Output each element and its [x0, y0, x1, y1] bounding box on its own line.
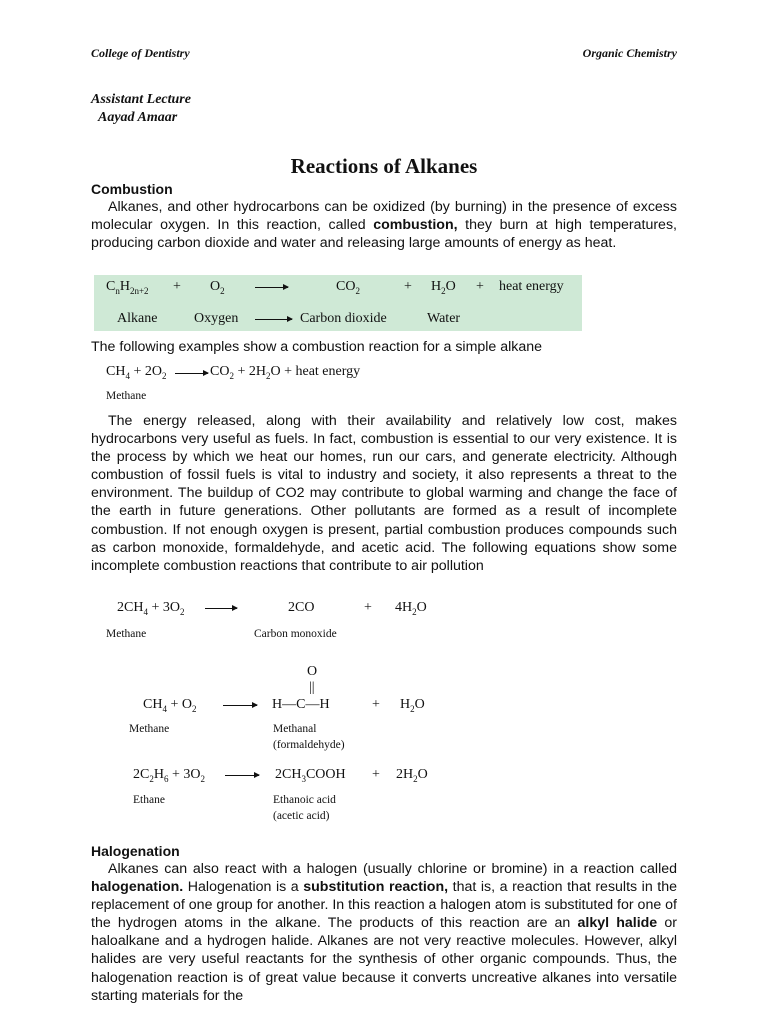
incomplete-1-product-label: Carbon monoxide	[254, 628, 337, 640]
general-reaction-arrow	[255, 287, 288, 288]
label-alkane: Alkane	[117, 311, 158, 326]
general-plus-1: +	[173, 279, 181, 294]
page-title: Reactions of Alkanes	[290, 154, 478, 178]
general-plus-3: +	[476, 279, 484, 294]
incomplete-3-reactant-label: Ethane	[133, 794, 165, 806]
section-heading-halogenation: Halogenation	[91, 843, 180, 859]
incomplete-2-product-label-2: (formaldehyde)	[273, 739, 345, 751]
incomplete-3-arrow	[225, 775, 259, 776]
halogenation-text-c: Halogenation is a	[183, 879, 304, 896]
incomplete-2-plus: +	[372, 697, 380, 712]
general-oxygen-formula: $O_2$	[210, 279, 225, 296]
general-alkane-formula: $C_nH_{2n+2}$	[106, 279, 149, 296]
general-water-formula: $H_2O$	[431, 279, 456, 296]
incomplete-3-product-label-2: (acetic acid)	[273, 810, 330, 822]
fuel-paragraph	[91, 412, 677, 575]
header-college: College of Dentistry	[91, 46, 190, 60]
combustion-term: combustion,	[373, 217, 458, 234]
substitution-term: substitution reaction,	[303, 879, 449, 896]
example-products: $CO_2 + 2H_2O$ + heat energy	[210, 364, 361, 381]
example-arrow	[175, 373, 208, 374]
incomplete-3-product: $2CH_3COOH$	[275, 767, 346, 784]
incomplete-1-reactants: $2CH_4 + 3O_2$	[117, 600, 185, 617]
methanal-double-bond: ||	[309, 680, 315, 695]
incomplete-2-reactant-label: Methane	[129, 723, 170, 735]
label-arrow	[255, 319, 292, 320]
author-role: Assistant Lecture	[91, 92, 191, 107]
incomplete-1-arrow	[205, 608, 237, 609]
header-subject: Organic Chemistry	[582, 46, 677, 60]
general-heat-energy: heat energy	[499, 279, 564, 294]
combustion-text-b: they burn at high temperatures, producing carbon dioxide and water and releasing large amounts of energy as heat.	[91, 217, 677, 252]
halogenation-term: halogenation.	[91, 879, 184, 896]
combustion-text-a: Alkanes, and other hydrocarbons can be oxidized (by burning) in the presence of excess molecular oxygen. In this reaction, called	[91, 199, 677, 234]
label-water: Water	[427, 311, 461, 326]
example-reactants: $CH_4 + 2O_2$	[106, 364, 167, 381]
label-oxygen: Oxygen	[194, 311, 239, 326]
section-heading-combustion: Combustion	[91, 181, 173, 197]
example-intro: The following examples show a combustion reaction for a simple alkane	[91, 339, 543, 355]
combustion-paragraph	[91, 198, 677, 252]
fuel-text: The energy released, along with their availability and relatively low cost, makes hydrocarbons very useful as fuels. In fact, combustion is essential to our very existence. It is the process by which we heat our homes, run our cars, and generate electricity. Although combustion of fossil fuels is vital to industry and society, it also represents a threat to the environment. The buildup of CO2 may contribute to global warming and change the face of the earth in future generations. Other pollutants are formed as a result of incomplete combustion. If not enough oxygen is present, partial combustion produces compounds such as carbon monoxide, formaldehyde, and acetic acid. The following equations show some incomplete combustion reactions that contribute to air pollution	[91, 413, 677, 574]
incomplete-2-reactants: $CH_4 + O_2$	[143, 697, 197, 714]
incomplete-3-product-label: Ethanoic acid	[273, 794, 336, 806]
general-co2-formula: $CO_2$	[336, 279, 360, 296]
alkyl-halide-term: alkyl halide	[577, 915, 658, 932]
incomplete-1-plus: +	[364, 600, 372, 615]
incomplete-1-reactant-label: Methane	[106, 628, 147, 640]
example-label-methane: Methane	[106, 390, 147, 402]
incomplete-2-product-label: Methanal	[273, 723, 317, 735]
incomplete-2-arrow	[223, 705, 257, 706]
incomplete-2-water: $H_2O$	[400, 697, 425, 714]
author-name: Aayad Amaar	[98, 110, 178, 125]
incomplete-2-product: H—C—H	[272, 697, 330, 712]
incomplete-3-reactants: $2C_2H_6 + 3O_2$	[133, 767, 205, 784]
halogenation-paragraph	[91, 860, 677, 1005]
incomplete-3-plus: +	[372, 767, 380, 782]
halogenation-text-a: Alkanes can also react with a halogen (usually chlorine or bromine) in a reaction called	[108, 861, 677, 877]
methanal-oxygen-atom: O	[307, 664, 318, 679]
general-plus-2: +	[404, 279, 412, 294]
halogenation-text-d: that is, a reaction that results in the replacement of one group for another. In this reaction a halogen atom is substituted for one of the hydrogen atoms in the alkane. The products of this reaction are an	[91, 879, 678, 932]
halogenation-text-e: or haloalkane and a hydrogen halide. Alkanes are not very reactive molecules. However, alkyl halides are very useful reactants for the synthesis of other organic compounds. Thus, the halogenation reaction is of great value because it converts uncreative alkanes into versatile starting materials for the	[91, 915, 677, 1004]
label-carbon-dioxide: Carbon dioxide	[300, 311, 387, 326]
incomplete-1-product: 2CO	[288, 600, 315, 615]
incomplete-1-water: $4H_2O$	[395, 600, 427, 617]
incomplete-3-water: $2H_2O$	[396, 767, 428, 784]
